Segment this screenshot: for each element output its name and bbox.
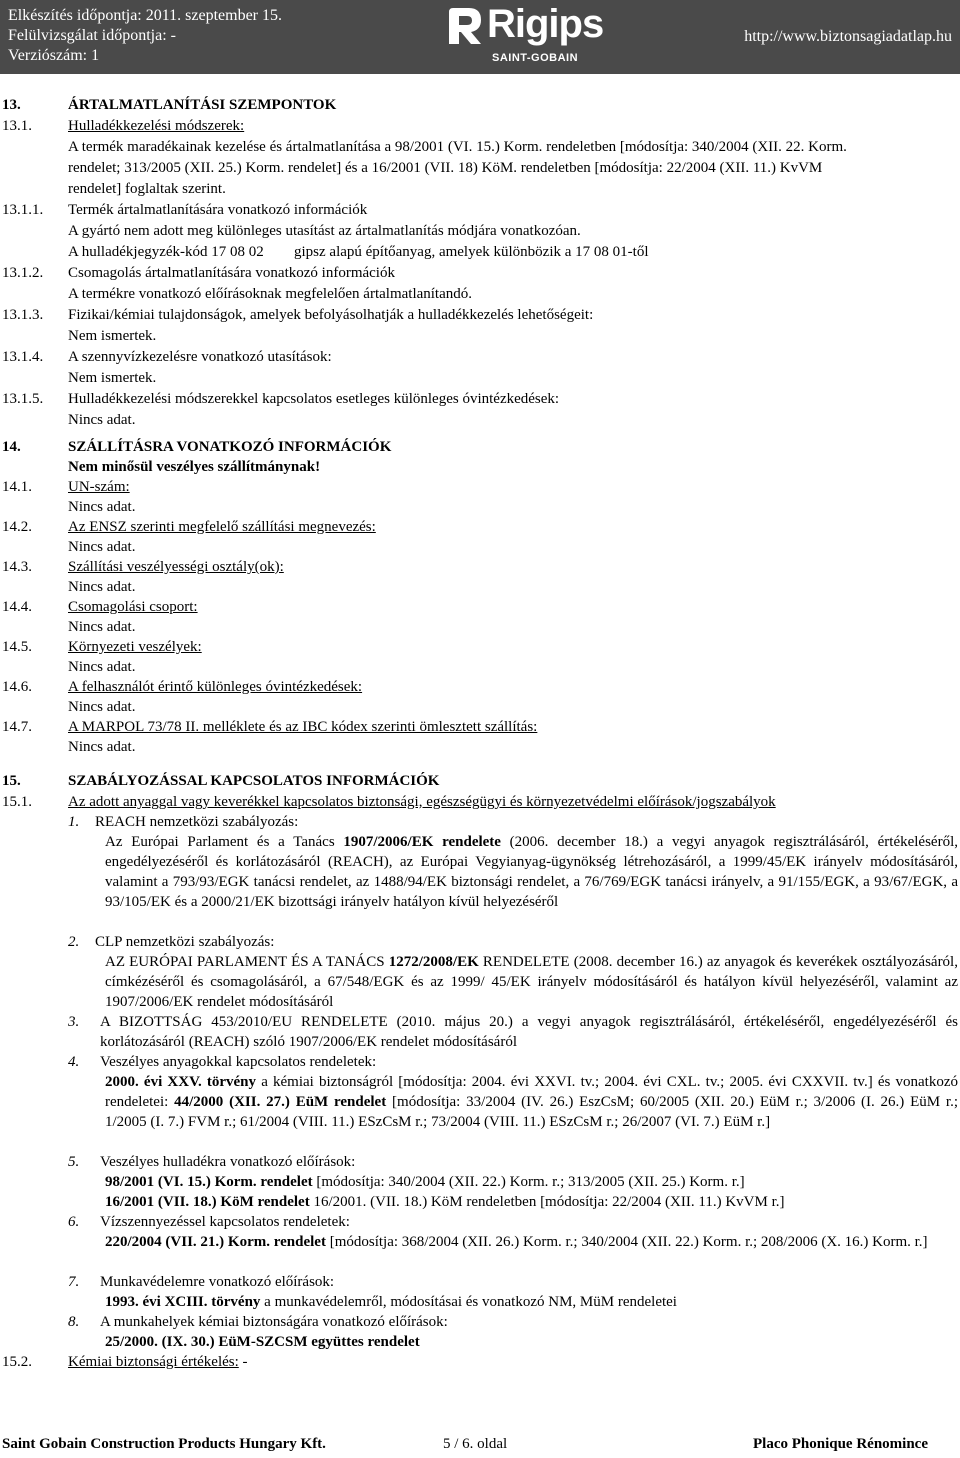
value-text: Nincs adat.	[68, 619, 136, 635]
section-13-1-number: 13.1.	[2, 118, 32, 134]
hazardous-waste-line-2: 16/2001 (VII. 18.) KöM rendelet 16/2001. (VII. 18.) KöM rendeletben [módosítja: 22/2004 (XII. 11.) KvVM r.]	[105, 1194, 785, 1210]
value-text: Nincs adat.	[68, 739, 136, 755]
list-number: 8.	[68, 1314, 80, 1330]
section-13-1-1-number: 13.1.1.	[2, 202, 44, 218]
occupational-safety-title: Munkavédelemre vonatkozó előírások:	[100, 1274, 335, 1290]
footer-company: Saint Gobain Construction Products Hungary Kft.	[2, 1436, 326, 1452]
section-13-1-4-title: A szennyvízkezelésre vonatkozó utasítások:	[68, 349, 332, 365]
section-15-2-number: 15.2.	[2, 1354, 32, 1370]
section-13-1-title: Hulladékkezelési módszerek:	[68, 118, 245, 134]
section-14-1-number: 14.1.	[2, 479, 32, 495]
text-line: rendelet] foglaltak szerint.	[68, 181, 226, 197]
text-line: A termék maradékainak kezelése és ártalmatlanítása a 98/2001 (VI. 15.) Korm. rendeletben [módosítja: 340/2004 (XII. 22. Korm.	[68, 139, 847, 155]
reach-title: REACH nemzetközi szabályozás:	[95, 814, 299, 830]
section-13-1-3-title: Fizikai/kémiai tulajdonságok, amelyek befolyásolhatják a hulladékkezelés lehetőségeit:	[68, 307, 594, 323]
occupational-safety-line: 1993. évi XCIII. törvény a munkavédelemről, módosításai és vonatkozó NM, MüM rendeletei	[105, 1294, 677, 1310]
section-14-5-number: 14.5.	[2, 639, 32, 655]
section-13-1-1-title: Termék ártalmatlanítására vonatkozó információk	[68, 202, 368, 218]
footer-product: Placo Phonique Rénomince	[753, 1436, 928, 1452]
value-text: Nincs adat.	[68, 539, 136, 555]
website-link[interactable]: http://www.biztonsagiadatlap.hu	[744, 28, 952, 45]
logo-subtitle: SAINT-GOBAIN	[492, 52, 579, 64]
value-text: Nincs adat.	[68, 499, 136, 515]
section-15-2-value: -	[238, 1354, 248, 1370]
section-13-1-4-number: 13.1.4.	[2, 349, 44, 365]
section-13-1-5-title: Hulladékkezelési módszerekkel kapcsolatos esetleges különleges óvintézkedések:	[68, 391, 560, 407]
clp-paragraph: AZ EURÓPAI PARLAMENT ÉS A TANÁCS 1272/2008/EK RENDELETE (2008. december 16.) az anyagok és keverékek osztályozásáról, címkézéséről és csomagolásáról, a 67/548/EGK és az 1999/ 45/EK irányelv módosításáról és hatályon kívül helyezéséről, valamint az 1907/2006/EK rendelet módosításáról	[105, 954, 958, 1010]
value-text: Nem ismertek.	[68, 370, 157, 386]
value-text: Nincs adat.	[68, 412, 136, 428]
section-14-5-label: Környezeti veszélyek:	[68, 639, 202, 655]
section-14-7-label: A MARPOL 73/78 II. melléklete és az IBC kódex szerinti ömlesztett szállítás:	[68, 719, 538, 735]
list-number: 2.	[68, 934, 80, 950]
water-pollution-title: Vízszennyezéssel kapcsolatos rendeletek:	[100, 1214, 350, 1230]
rigips-logo	[447, 2, 604, 72]
section-15-2-row	[68, 1352, 248, 1372]
section-15-number: 15.	[2, 773, 21, 789]
section-13-1-2-number: 13.1.2.	[2, 265, 44, 281]
section-14-title: SZÁLLÍTÁSRA VONATKOZÓ INFORMÁCIÓK	[68, 439, 392, 455]
prepared-date: Elkészítés időpontja: 2011. szeptember 15.	[8, 7, 283, 24]
clp-title: CLP nemzetközi szabályozás:	[95, 934, 275, 950]
section-14-7-number: 14.7.	[2, 719, 32, 735]
transport-note: Nem minősül veszélyes szállítmánynak!	[68, 459, 321, 475]
section-14-number: 14.	[2, 439, 21, 455]
section-14-6-number: 14.6.	[2, 679, 32, 695]
rigips-mark-icon	[447, 6, 483, 46]
version-number: Verziószám: 1	[8, 47, 100, 64]
section-13-1-3-number: 13.1.3.	[2, 307, 44, 323]
section-13-title: ÁRTALMATLANÍTÁSI SZEMPONTOK	[68, 97, 337, 113]
section-13-1-2-title: Csomagolás ártalmatlanítására vonatkozó információk	[68, 265, 395, 281]
chemical-safety-line: 25/2000. (IX. 30.) EüM-SZCSM együttes rendelet	[105, 1334, 420, 1350]
hazardous-waste-line-1: 98/2001 (VI. 15.) Korm. rendelet [módosítja: 340/2004 (XII. 22.) Korm. r.; 313/2005 (XII. 25.) Korm. r.]	[105, 1174, 745, 1190]
hazardous-substances-title: Veszélyes anyagokkal kapcsolatos rendeletek:	[100, 1054, 377, 1070]
waste-code-label: A hulladékjegyzék-kód 17 08 02	[68, 244, 264, 260]
section-14-6-label: A felhasználót érintő különleges óvintézkedések:	[68, 679, 363, 695]
value-text: Nincs adat.	[68, 579, 136, 595]
section-14-3-label: Szállítási veszélyességi osztály(ok):	[68, 559, 284, 575]
section-15-1-title: Az adott anyaggal vagy keverékkel kapcsolatos biztonsági, egészségügyi és környezetvédelmi előírások/jogszabályok	[68, 794, 776, 810]
text-line: A termékre vonatkozó előírásoknak megfelelően ártalmatlanítandó.	[68, 286, 473, 302]
text-line: rendelet; 313/2005 (XII. 25.) Korm. rendelet] és a 16/2001 (VII. 18) KöM. rendeletben [módosítja: 22/2004 (XII. 11.) KvVM	[68, 160, 823, 176]
section-15-2-title: Kémiai biztonsági értékelés:	[68, 1354, 239, 1370]
section-14-2-label: Az ENSZ szerinti megfelelő szállítási megnevezés:	[68, 519, 376, 535]
waste-code-description: gipsz alapú építőanyag, amelyek különbözik a 17 08 01-től	[294, 244, 649, 260]
section-15-1-number: 15.1.	[2, 794, 32, 810]
hazardous-waste-title: Veszélyes hulladékra vonatkozó előírások:	[100, 1154, 356, 1170]
section-13-number: 13.	[2, 97, 21, 113]
value-text: Nincs adat.	[68, 659, 136, 675]
section-15-title: SZABÁLYOZÁSSAL KAPCSOLATOS INFORMÁCIÓK	[68, 773, 440, 789]
page-header	[0, 0, 960, 74]
list-number: 6.	[68, 1214, 80, 1230]
text-line: A gyártó nem adott meg különleges utasítást az ártalmatlanítás módjára vonatkozóan.	[68, 223, 581, 239]
section-14-3-number: 14.3.	[2, 559, 32, 575]
reach-paragraph: Az Európai Parlament és a Tanács 1907/2006/EK rendelete (2006. december 18.) a vegyi anyagok regisztrálásáról, értékeléséről, engedélyezéséről és korlátozásáról (REACH), az Európai Vegyianyag-ügynökség létrehozásáról, a 1999/45/EK irányelv módosításáról, valamint a 793/93/EGK tanácsi rendelet, az 1488/94/EK biztonsági rendelet, a 76/769/EGK tanácsi irányelv, a 91/155/EGK, a 93/67/EGK, a 93/105/EK és a 2000/21/EK bizottsági irányelv hatályon kívül helyezéséről	[105, 834, 958, 910]
list-number: 5.	[68, 1154, 80, 1170]
list-number: 4.	[68, 1054, 80, 1070]
list-number: 7.	[68, 1274, 80, 1290]
document-meta	[8, 6, 282, 66]
section-14-2-number: 14.2.	[2, 519, 32, 535]
hazardous-substances-paragraph: 2000. évi XXV. törvény a kémiai biztonságról [módosítja: 2004. évi XXVI. tv.; 2004. évi CXL. tv.; 2005. évi CXXVII. tv.] és vonatkozó rendeletei: 44/2000 (XII. 27.) EüM rendelet [módosítja: 33/2004 (IV. 26.) EszCsM; 60/2005 (XII. 20.) EüM r.; 3/2006 (I. 26.) EüM r.; 1/2005 (I. 7.) FVM r.; 61/2004 (VIII. 11.) ESzCsM r.; 73/2004 (VIII. 11.) ESzCsM r.; 26/2007 (VI. 7.) EüM r.]	[105, 1074, 958, 1130]
value-text: Nem ismertek.	[68, 328, 157, 344]
list-number: 1.	[68, 814, 80, 830]
commission-regulation: A BIZOTTSÁG 453/2010/EU RENDELETE (2010. május 20.) a vegyi anyagok regisztrálásáról, értékeléséről, engedélyezéséről és korlátozásáról (REACH) szóló 1907/2006/EK rendelet módosításáról	[100, 1014, 958, 1050]
logo-text: Rigips	[487, 2, 604, 46]
section-13-1-5-number: 13.1.5.	[2, 391, 44, 407]
footer-page-number: 5 / 6. oldal	[443, 1436, 508, 1452]
water-pollution-paragraph: 220/2004 (VII. 21.) Korm. rendelet [módosítja: 368/2004 (XII. 26.) Korm. r.; 340/2004 (XII. 22.) Korm. r.; 208/2006 (X. 16.) Korm. r.]	[105, 1234, 928, 1250]
chemical-safety-title: A munkahelyek kémiai biztonságára vonatkozó előírások:	[100, 1314, 448, 1330]
section-14-4-label: Csomagolási csoport:	[68, 599, 198, 615]
list-number: 3.	[68, 1014, 80, 1030]
value-text: Nincs adat.	[68, 699, 136, 715]
revision-date: Felülvizsgálat időpontja: -	[8, 27, 176, 44]
section-14-1-label: UN-szám:	[68, 479, 130, 495]
section-14-4-number: 14.4.	[2, 599, 32, 615]
